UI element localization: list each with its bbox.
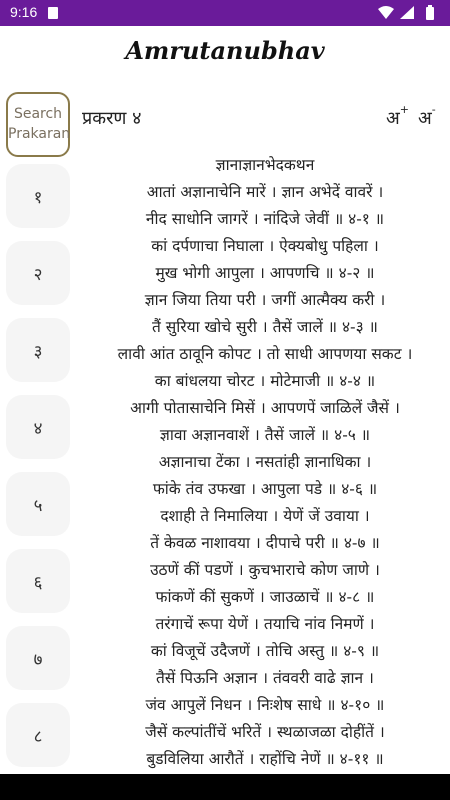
verse-line: कां दर्पणाचा निघाला । ऐक्यबोधु पहिला । — [151, 237, 379, 255]
sd-card-icon — [48, 7, 58, 19]
verse-line: जैसें कल्पांतींचें भरितें । स्थळाजळा दोहींतें । — [145, 723, 385, 741]
verse-line: नीद साधोनि जागरें । नांदिजे जेवीं ॥ ४-१ ॥ — [145, 210, 385, 228]
verse-line: तरंगाचें रूपा येणें । तयाचि नांव निमणें । — [155, 615, 375, 633]
verse-line: ज्ञावा अज्ञानवाशें । तैसें जालें ॥ ४-५ ॥ — [159, 426, 371, 444]
prakaran-button-2[interactable]: २ — [6, 241, 70, 305]
prakaran-button-8[interactable]: ८ — [6, 703, 70, 767]
status-bar — [0, 0, 450, 26]
prakaran-button-6[interactable]: ६ — [6, 549, 70, 613]
status-icons — [378, 5, 440, 21]
verse-line: जंव आपुलें निधन । निःशेष साधे ॥ ४-१० ॥ — [145, 696, 385, 714]
verse-content[interactable] — [80, 152, 450, 772]
signal-icon — [400, 6, 414, 19]
minus-icon: - — [431, 103, 436, 116]
prakaran-heading: प्रकरण ४ — [82, 108, 142, 129]
verse-line: दशाही ते निमालिया । येणें जें उवाया । — [160, 507, 370, 525]
plus-icon: + — [399, 103, 409, 116]
font-decrease-label: अ — [418, 108, 432, 129]
prakaran-button-5[interactable]: ५ — [6, 472, 70, 536]
verse-line: आगी पोतासाचेनि मिसें । आपणपें जाळिलें जैसें । — [130, 399, 400, 417]
font-increase-button[interactable] — [386, 103, 409, 130]
verse-line: फांके तंव उफखा । आपुला पडे ॥ ४-६ ॥ — [152, 480, 378, 498]
chapter-subtitle: ज्ञानाज्ञानभेदकथन — [215, 156, 315, 174]
verse-line: मुख भोगी आपुला । आपणचि ॥ ४-२ ॥ — [155, 264, 375, 282]
font-increase-label: अ — [386, 108, 400, 129]
prakaran-sidebar — [0, 88, 76, 778]
font-decrease-button[interactable] — [418, 103, 436, 130]
verse-line: लावी आंत ठावूनि कोपट । तो साधी आपणया सकट । — [117, 345, 413, 363]
navigation-bar — [0, 774, 450, 800]
verse-line: तैं सुरिया खोचे सुरी । तैसें जालें ॥ ४-३ ॥ — [152, 318, 378, 336]
status-time: 9:16 — [10, 4, 38, 20]
verse-line: फांकणें कीं सुकणें । जाउळाचें ॥ ४-८ ॥ — [155, 588, 375, 606]
prakaran-button-1[interactable]: १ — [6, 164, 70, 228]
prakaran-button-7[interactable]: ७ — [6, 626, 70, 690]
verse-line: ज्ञान जिया तिया परी । जगीं आत्मैक्य करी । — [144, 291, 386, 309]
prakaran-button-4[interactable]: ४ — [6, 395, 70, 459]
prakaran-button-3[interactable]: ३ — [6, 318, 70, 382]
wifi-icon — [378, 6, 394, 19]
search-prakaran-button[interactable]: Search Prakaran — [6, 92, 70, 157]
battery-icon — [426, 5, 434, 20]
verse-line: बुडविलिया आरौतें । राहोंचि नेणें ॥ ४-११ ॥ — [146, 750, 384, 768]
verse-line: उठणें कीं पडणें । कुचभाराचे कोण जाणे । — [150, 561, 380, 579]
verse-line: का बांधलया चोरट । मोटेमाजी ॥ ४-४ ॥ — [154, 372, 376, 390]
verse-line: आतां अज्ञानाचेनि मारें । ज्ञान अभेदें वावरें । — [146, 183, 384, 201]
verse-line: तैसें पिऊनि अज्ञान । तंववरी वाढे ज्ञान । — [156, 669, 374, 687]
app-title: Amrutanubhav — [125, 36, 325, 65]
verse-line: कां विजूचें उदैजणें । तोचि अस्तु ॥ ४-९ ॥ — [150, 642, 380, 660]
verse-line: अज्ञानाचा टेंका । नसतांही ज्ञानाधिका । — [158, 453, 372, 471]
verse-line: तें केवळ नाशावया । दीपाचे परी ॥ ४-७ ॥ — [150, 534, 380, 552]
